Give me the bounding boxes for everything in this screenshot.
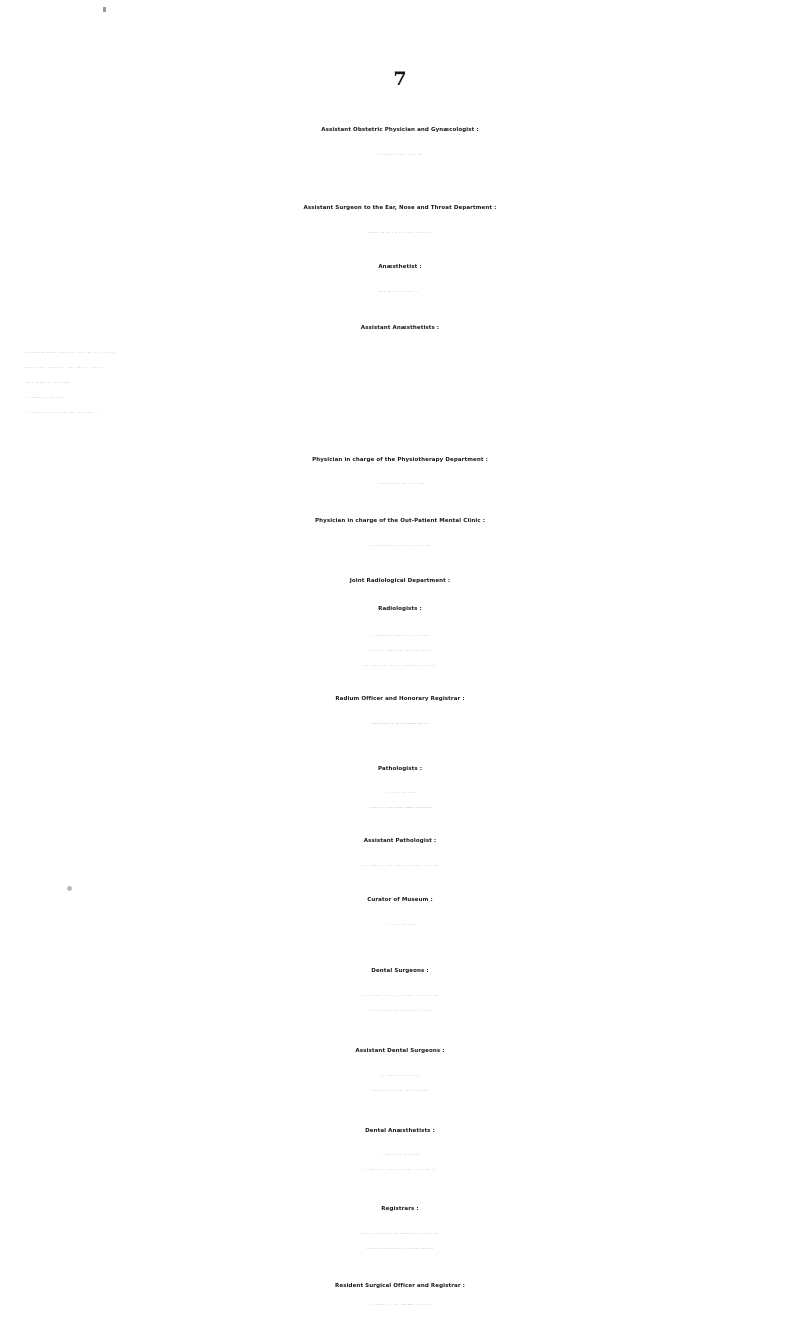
staff-line: HAROLD B. LOGAN, M.R.C.S. Eng., L.R.C.P. Lond., D.A., R.C.P. & S. bbox=[25, 368, 105, 369]
staff-line: J. A. HOOKER, M.B., Ch.B. Bristol. bbox=[379, 1155, 421, 1156]
staff-line: A. P. GORHAM, M.B., Ch.B., M.R.C.S. Eng., L.R.C.P. Lond., D.A. bbox=[25, 413, 101, 414]
section-heading-curator: Curator of Museum : bbox=[367, 897, 433, 903]
staff-line: F. J. HECTOR, M.D. Lond., F.R.C.S. Eng. bbox=[376, 155, 424, 156]
staff-line: JOHN R. DUERDEN, M.B., Ch.B. Bristol. bbox=[25, 383, 72, 384]
staff-line: WILLIAM RUSSELL COOPER, M.R.C.S. Eng., L.R.C.P. Lond., D.A., R.C.P. & S. bbox=[25, 353, 115, 354]
staff-line: J. A. POCOCK, M.A., M.B., B.Ch. Camb., F.R.C.S. Eng bbox=[368, 1305, 432, 1306]
staff-line: J. V. BLACHFORD, C.B.E., M.D. Durh., M.B., B.S. Lond. bbox=[367, 546, 433, 547]
staff-line bbox=[0, 1249, 800, 1250]
staff-line: S. B. ADAMS, Ph.D., B.Sc., M.B., Ch.B. Bristol, D.M.R. Lond. bbox=[363, 666, 437, 667]
ink-speck bbox=[67, 886, 72, 891]
staff-line: S. K. RIGG, M.R.C.S. Eng., L.R.C.P. Lond., L.D.S. Eng. bbox=[367, 1011, 433, 1012]
staff-line: T. F. HEWER, M.D., M.R.C.P. (Professor of Pathology, Bristol University) bbox=[367, 808, 433, 809]
staff-line: G. B. BUSH, B.A. Cantab., M.B., Ch.B. Bristol, D.M.R.E. bbox=[366, 651, 434, 652]
staff-line: F. R. HOGBIN, L.D.S., R.C.S. Eng. bbox=[379, 1076, 421, 1077]
section-heading-dental-anaesthetists: Dental Anæsthetists : bbox=[365, 1128, 435, 1134]
section-heading-resident-surgical: Resident Surgical Officer and Registrar : bbox=[335, 1283, 465, 1289]
staff-line: CHAS. CORFIELD, M.D. Durh., D.A. bbox=[379, 292, 421, 293]
staff-line: A. L. TAYLOR, M.D. Leeds. bbox=[384, 925, 416, 926]
section-heading-asst-pathologist: Assistant Pathologist : bbox=[363, 838, 437, 844]
section-heading-asst-obstetric: Assistant Obstetric Physician and Gynæcologist : bbox=[321, 127, 479, 133]
section-heading-mental-clinic: Physician in charge of the Out-Patient Mental Clinic : bbox=[315, 518, 485, 524]
section-heading-dental-surgeons: Dental Surgeons : bbox=[371, 968, 429, 974]
staff-line: N. H. KETTLEWELL, L.M.S.S.A., H.D.D. Edin., L.D.S., R.C.S. Eng. bbox=[361, 996, 439, 997]
section-heading-asst-dental: Assistant Dental Surgeons : bbox=[355, 1048, 445, 1054]
staff-line: A. T. SPOOR, M.R.C.S. Eng., L.R.C.P. Lond. bbox=[374, 484, 426, 485]
registrar-name: H. ELWIN HARRIS, F.R.C.S. Eng. bbox=[402, 1249, 435, 1250]
section-heading-asst-anaesthetists: Assistant Anæsthetists : bbox=[360, 325, 440, 331]
section-heading-anaesthetist: Anæsthetist : bbox=[378, 264, 422, 270]
staff-line: A. P. GORHAM, M.B., Ch.B., M.R.C.S. Eng., L.R.C.P. Lond., D.A. bbox=[362, 1170, 438, 1171]
section-heading-ent-surgeon: Assistant Surgeon to the Ear, Nose and Throat Department : bbox=[303, 205, 497, 211]
section-subheading-radiologists: Radiologists : bbox=[378, 606, 422, 612]
section-heading-radium: Radium Officer and Honorary Registrar : bbox=[335, 696, 465, 702]
page-number: 7 bbox=[393, 68, 407, 90]
staff-line: C. H. G. PRICE, M.D., Ch.B. Bristol, M.R.C.S. Eng., L.R.C.P. Lond. bbox=[360, 866, 440, 867]
staff-line: A. L. TAYLOR, M.D. Leeds. bbox=[384, 793, 416, 794]
staff-line: J. A. HOOKER, M.B., Ch.B. Bristol. bbox=[25, 398, 67, 399]
staff-line: Miss S. B. WIGODER, M.A., M.D., B.Ch., B.A.O., Ph.D.Univ.Dub., D.M.R.E., Livp. bbox=[371, 724, 429, 725]
staff-line bbox=[0, 1234, 800, 1235]
registrar-name: H. F. M. FINZEL, M.D., Ch.B. Bristol, M.R.C.S. Eng., L.R.C.P. Lond. bbox=[371, 1234, 439, 1235]
section-heading-pathologists: Pathologists : bbox=[377, 766, 423, 772]
scan-mark bbox=[103, 7, 106, 12]
registrar-dept-label: Ear, Nose and Throat Department— bbox=[365, 1249, 403, 1250]
section-heading-radiological: Joint Radiological Department : bbox=[349, 578, 451, 584]
staff-line: JOHN WELLS, L.D.S. Leeds, H.D.D., R.C.S. Edin. bbox=[371, 1091, 429, 1092]
section-heading-physiotherapy: Physician in charge of the Physiotherapy Department : bbox=[312, 457, 488, 463]
staff-line: GORDON R. SCARFF, M.B., Ch.B., Edin., F.R.C.S. Edin. bbox=[367, 233, 433, 234]
staff-line: F. GOWER BERGIN, M.R.C.S. Eng., L.R.C.P. Lond. bbox=[371, 636, 429, 637]
registrar-dept-label: Medical— bbox=[361, 1234, 372, 1235]
section-heading-registrars: Registrars : bbox=[381, 1206, 419, 1212]
